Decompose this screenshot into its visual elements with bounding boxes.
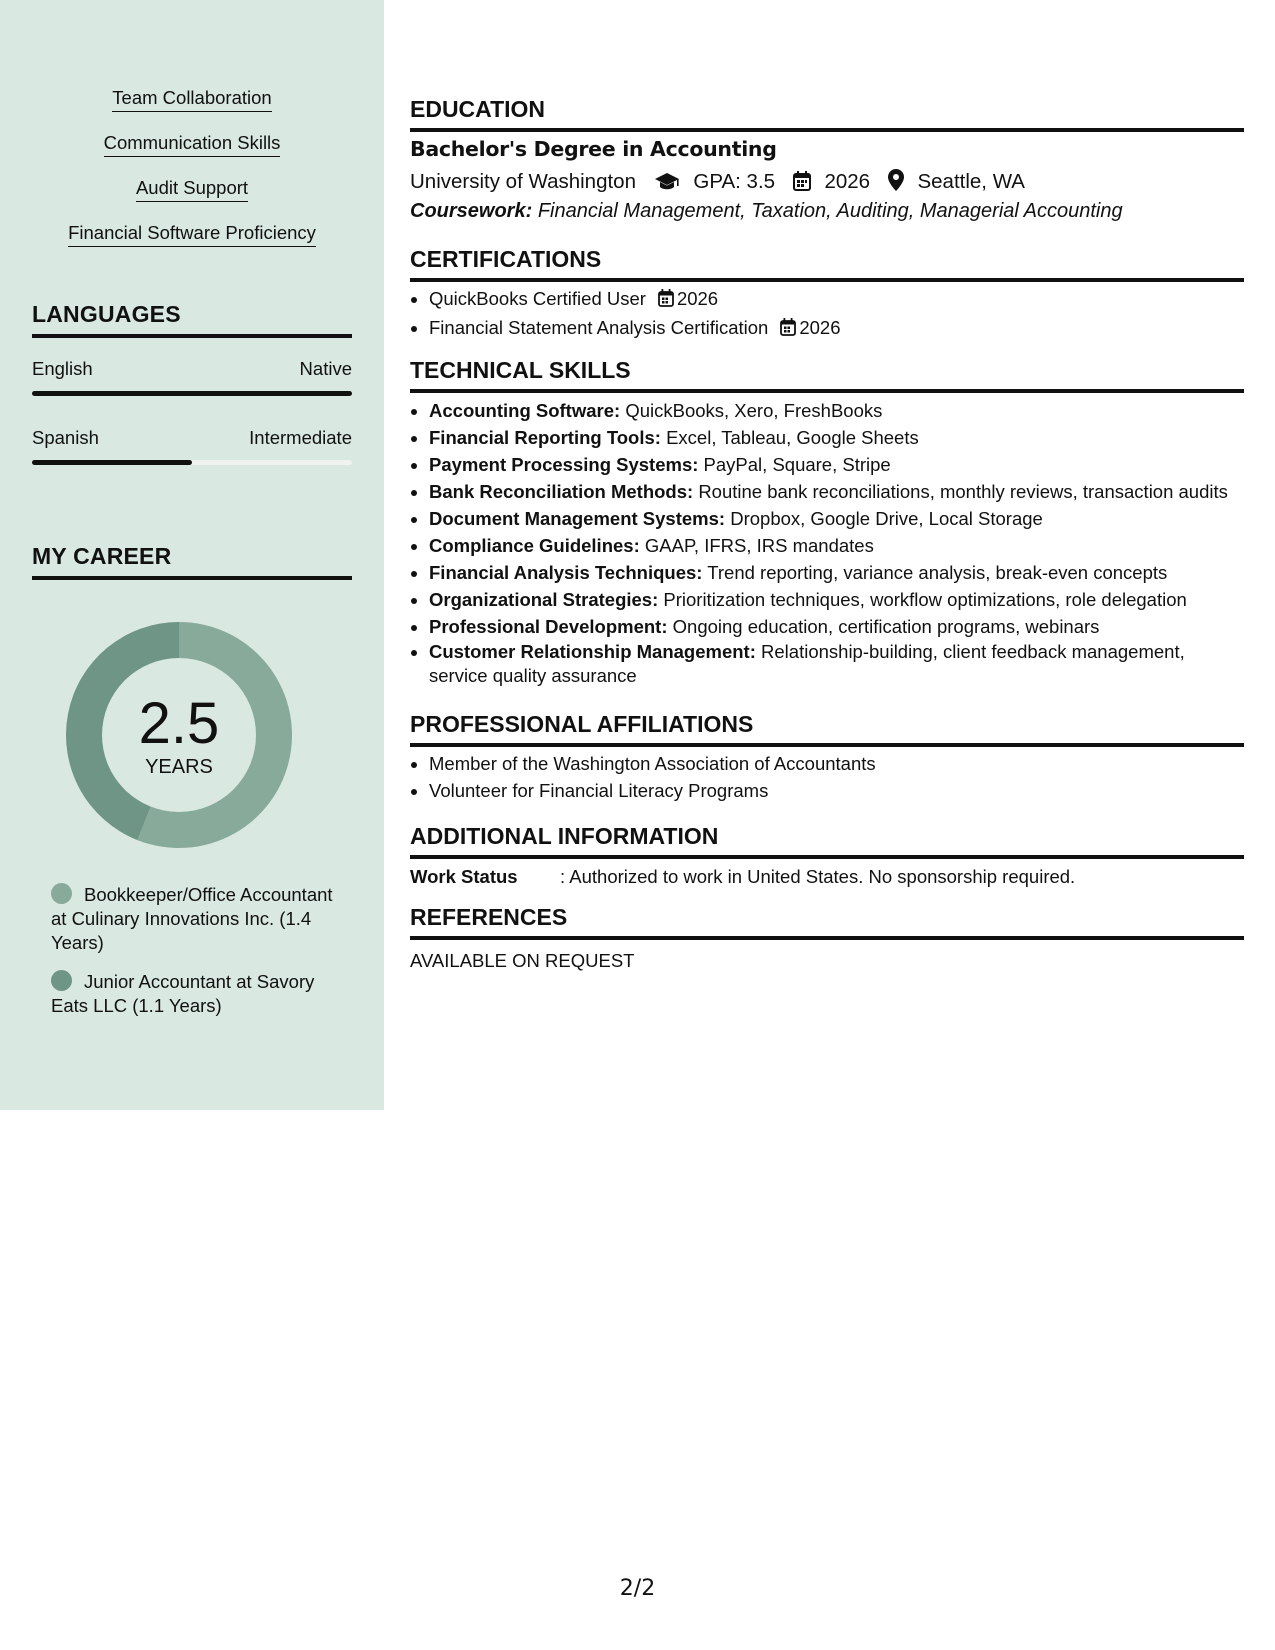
list-item (429, 451, 1244, 478)
career-legend-label: Junior Accountant at Savory Eats LLC (1.1 Years) (51, 971, 315, 1016)
skill-item: Financial Software Proficiency (68, 221, 316, 247)
certification-name: QuickBooks Certified User (429, 288, 646, 309)
skill-label: Accounting Software: (429, 400, 621, 421)
skill-value: Trend reporting, variance analysis, break-even concepts (707, 562, 1168, 583)
work-status-label: Work Status (410, 866, 518, 887)
language-bar-fill (32, 460, 192, 465)
list-item (429, 285, 1244, 314)
skill-label: Document Management Systems: (429, 508, 726, 529)
skill-label: Professional Development: (429, 616, 668, 637)
skill-item: Team Collaboration (112, 86, 271, 112)
work-status (410, 866, 1075, 888)
affiliations-list (410, 750, 1244, 804)
career-legend-item (51, 970, 341, 1018)
additional-info-heading: ADDITIONAL INFORMATION (410, 823, 1244, 859)
skill-label: Bank Reconciliation Methods: (429, 481, 694, 502)
skill-value: Routine bank reconciliations, monthly reviews, transaction audits (698, 481, 1228, 502)
certification-year: 2026 (676, 288, 719, 309)
school-name: University of Washington (410, 170, 636, 193)
language-bar-fill (32, 391, 352, 396)
work-status-value: : Authorized to work in United States. No sponsorship required. (560, 866, 1076, 887)
list-item (429, 424, 1244, 451)
list-item (429, 640, 1244, 688)
page-number: 2/2 (619, 1576, 656, 1601)
language-name: Spanish (32, 427, 99, 448)
skill-value: GAAP, IFRS, IRS mandates (644, 535, 874, 556)
degree-title: Bachelor's Degree in Accounting (410, 137, 777, 161)
language-level: Intermediate (249, 427, 352, 448)
skill-label: Payment Processing Systems: (429, 454, 699, 475)
certifications-list (410, 285, 1244, 343)
list-item: • Volunteer for Financial Literacy Programs (429, 777, 1244, 804)
technical-skills-heading: TECHNICAL SKILLS (410, 357, 1244, 393)
references-text: AVAILABLE ON REQUEST (410, 950, 635, 971)
list-item (429, 478, 1244, 505)
graduation-cap-icon (654, 171, 680, 197)
skill-label: Compliance Guidelines: (429, 535, 640, 556)
certification-name: Financial Statement Analysis Certification (429, 317, 769, 338)
certifications-heading: CERTIFICATIONS (410, 246, 1244, 282)
graduation-year: 2026 (824, 170, 871, 193)
certification-year: 2026 (799, 317, 841, 338)
languages-heading: LANGUAGES (32, 301, 352, 338)
calendar-icon (793, 171, 811, 197)
skill-label: Organizational Strategies: (429, 589, 659, 610)
legend-dot (51, 970, 72, 991)
technical-skills-list (410, 397, 1244, 688)
skill-label: Financial Analysis Techniques: (429, 562, 703, 583)
legend-dot (51, 883, 72, 904)
list-item (429, 586, 1244, 613)
skill-label: Financial Reporting Tools: (429, 427, 661, 448)
coursework (410, 200, 1123, 223)
career-total-years: 2.5 (138, 691, 220, 756)
list-item (429, 505, 1244, 532)
sidebar (0, 0, 384, 1110)
career-heading: MY CAREER (32, 543, 352, 580)
list-item (429, 397, 1244, 424)
career-legend-item (51, 883, 341, 955)
language-bar (32, 460, 352, 465)
soft-skills-list (0, 86, 384, 266)
list-item: • Member of the Washington Association of Accountants (429, 750, 1244, 777)
calendar-icon (658, 287, 674, 314)
skill-value: Relationship-building, client feedback management, service quality assurance (429, 641, 1185, 686)
gpa: GPA: 3.5 (693, 170, 776, 193)
language-name: English (32, 358, 93, 379)
career-total-unit: YEARS (145, 756, 213, 778)
language-bar (32, 391, 352, 396)
education-details (410, 169, 1025, 197)
list-item (429, 314, 1244, 343)
skill-label: Customer Relationship Management: (429, 641, 756, 662)
coursework-label: Coursework: (410, 200, 533, 222)
references-heading: REFERENCES (410, 904, 1244, 940)
affiliations-heading: PROFESSIONAL AFFILIATIONS (410, 711, 1244, 747)
skill-value: Excel, Tableau, Google Sheets (666, 427, 919, 448)
skill-item: Audit Support (136, 176, 248, 202)
list-item (429, 532, 1244, 559)
language-level: Native (299, 358, 352, 379)
skill-value: Prioritization techniques, workflow optimizations, role delegation (663, 589, 1187, 610)
list-item (429, 559, 1244, 586)
skill-item: Communication Skills (104, 131, 281, 157)
skill-value: Ongoing education, certification programs, webinars (672, 616, 1100, 637)
skill-value: PayPal, Square, Stripe (703, 454, 891, 475)
calendar-icon (780, 316, 796, 343)
career-legend-label: Bookkeeper/Office Accountant at Culinary Innovations Inc. (1.4 Years) (51, 884, 333, 953)
skill-value: QuickBooks, Xero, FreshBooks (625, 400, 883, 421)
education-heading: EDUCATION (410, 96, 1244, 132)
coursework-text: Financial Management, Taxation, Auditing, Managerial Accounting (537, 200, 1123, 222)
list-item (429, 613, 1244, 640)
location-pin-icon (888, 169, 904, 197)
education-location: Seattle, WA (917, 170, 1025, 193)
skill-value: Dropbox, Google Drive, Local Storage (730, 508, 1043, 529)
